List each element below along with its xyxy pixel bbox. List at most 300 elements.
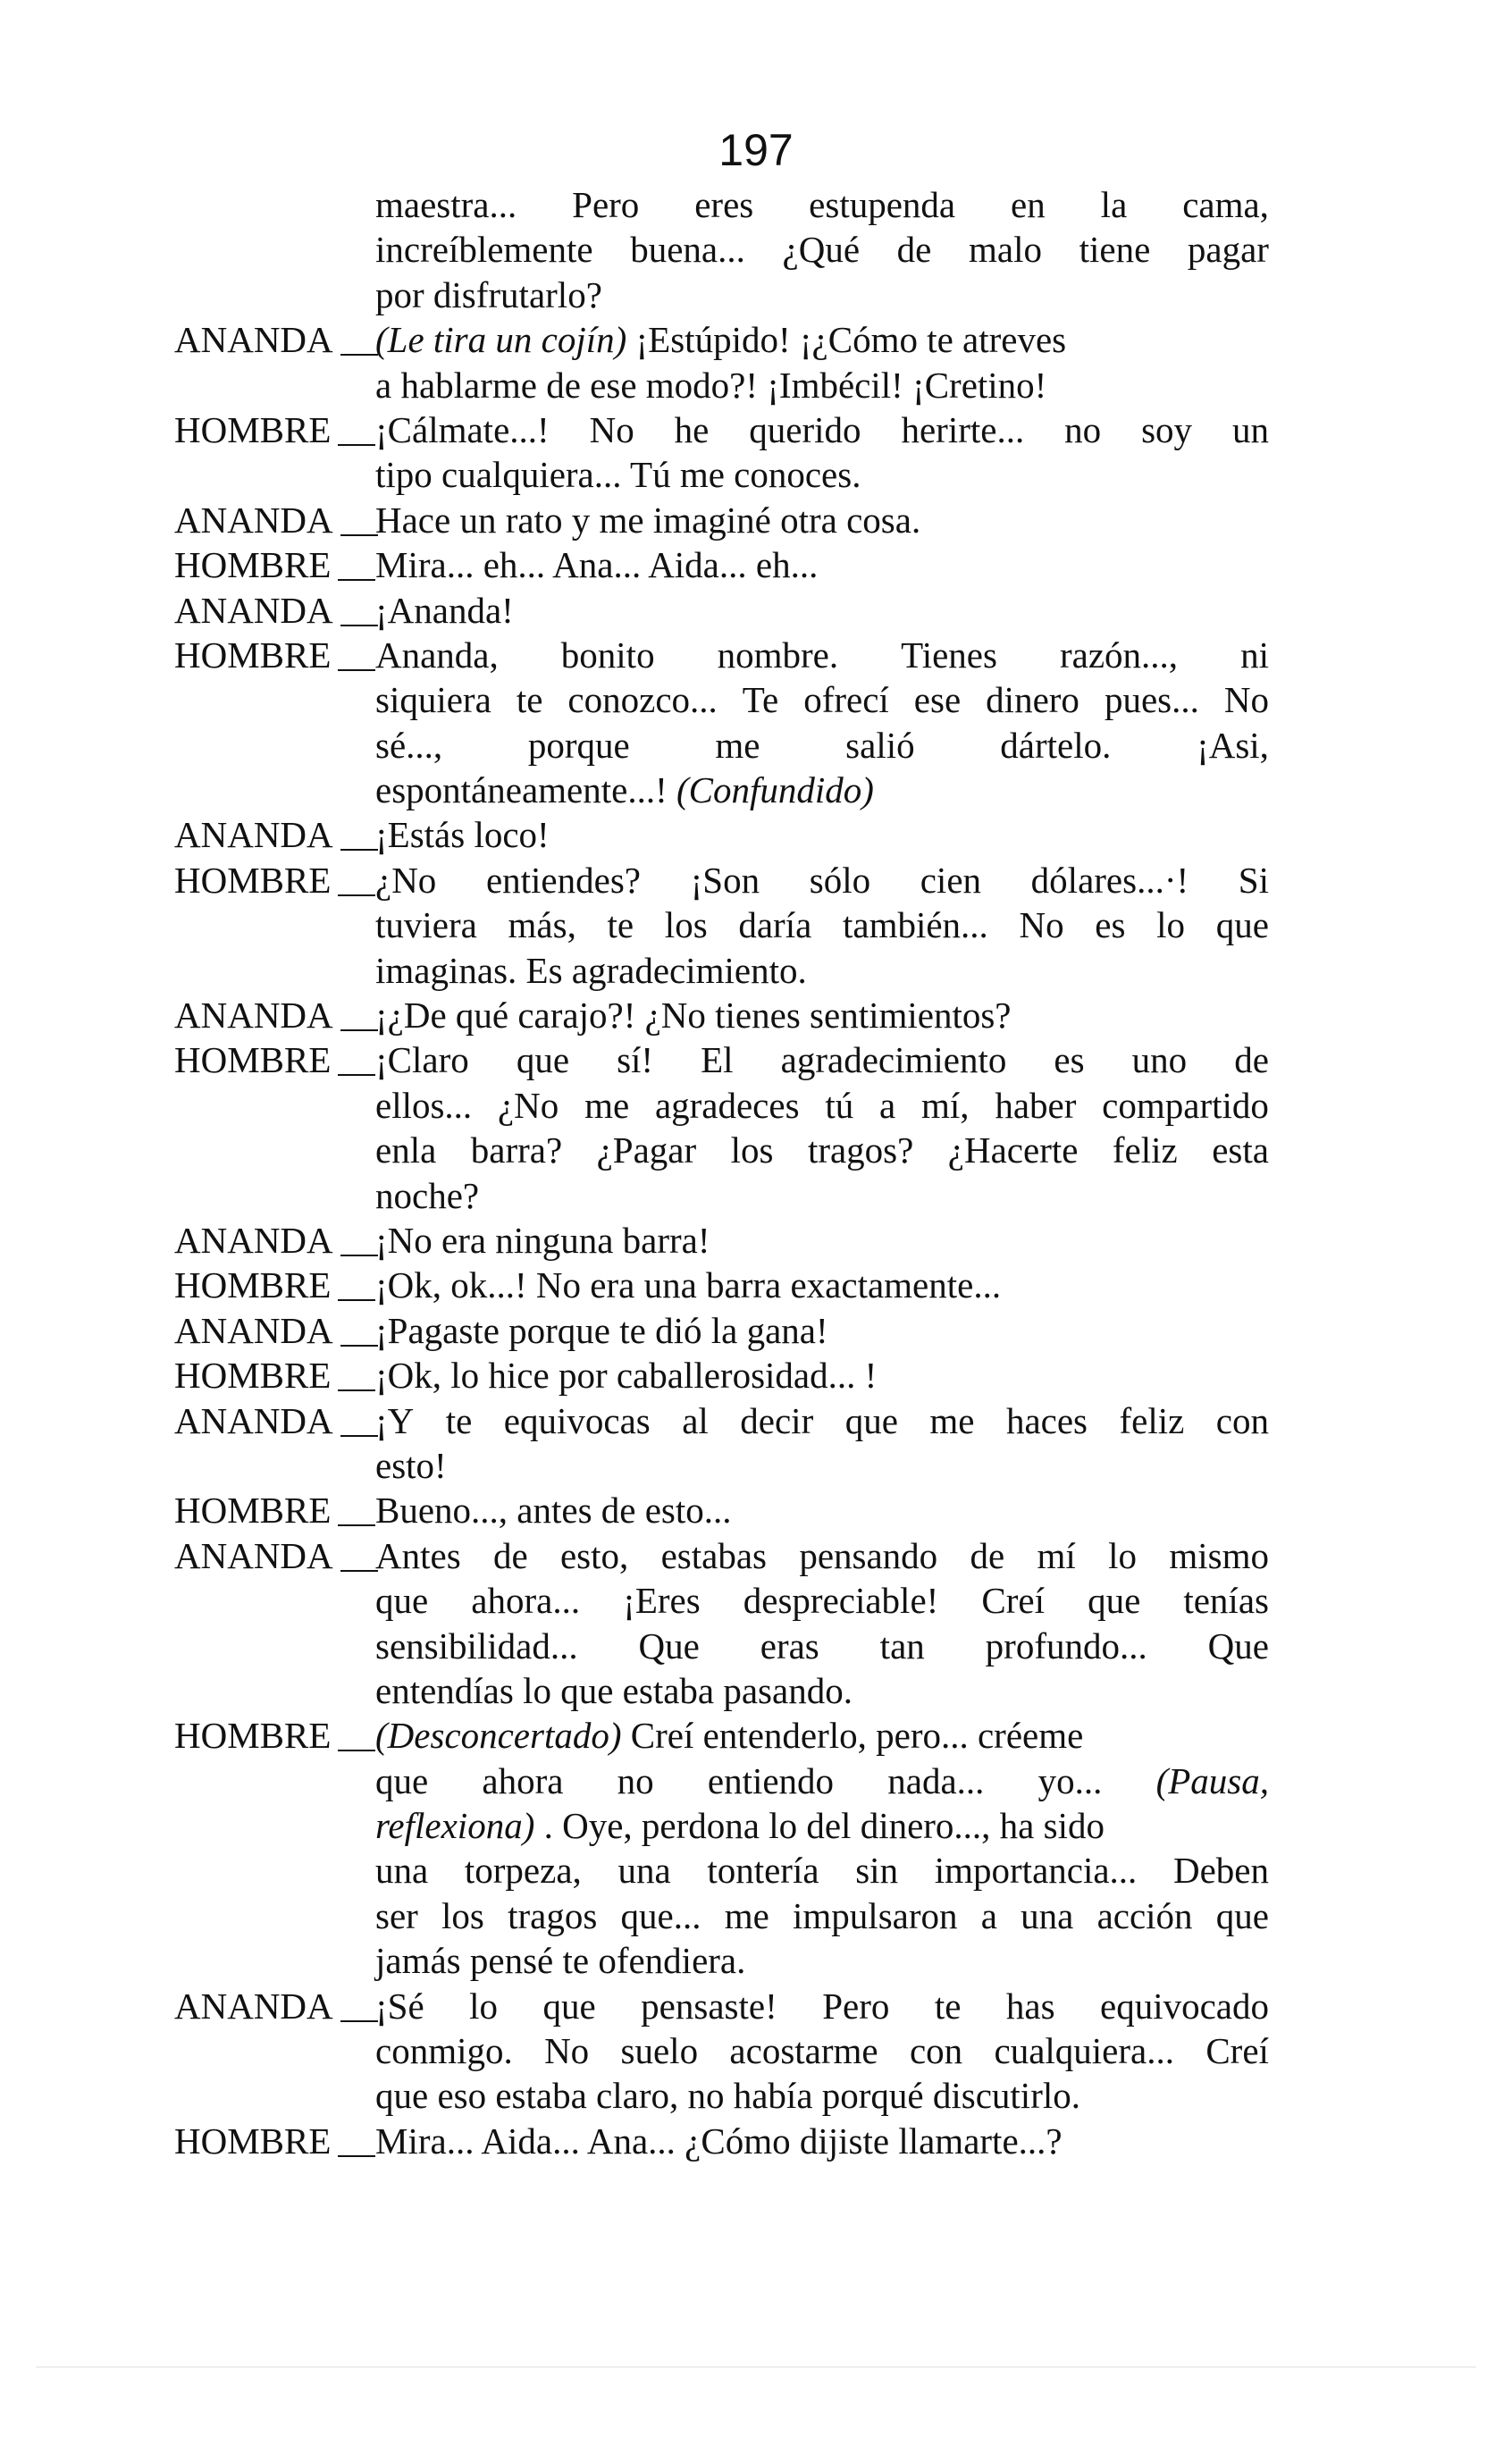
speaker-rule <box>340 534 378 536</box>
script-line <box>174 363 1269 407</box>
word: No <box>544 2030 590 2072</box>
script-line <box>174 902 1269 947</box>
speaker-rule <box>338 1389 375 1391</box>
script-line <box>174 2119 1269 2163</box>
dialogue-segment: Bueno..., antes de esto... <box>375 1490 732 1532</box>
dialogue-text <box>375 1624 1269 1668</box>
speaker-label: HOMBRE <box>174 544 332 586</box>
word: sí! <box>617 1039 654 1081</box>
word: dólares...·! <box>1030 859 1189 901</box>
dialogue-text <box>375 407 1269 452</box>
word: de <box>896 229 932 271</box>
word: cien <box>920 859 982 901</box>
word: tiene <box>1079 229 1151 271</box>
word: acción <box>1096 1894 1193 1936</box>
dialogue-text <box>375 993 1269 1037</box>
word: querido <box>749 408 861 450</box>
word: compartido <box>1102 1084 1269 1126</box>
script-line <box>174 1263 1269 1307</box>
word: que <box>1215 1894 1269 1936</box>
speaker-rule <box>338 894 375 896</box>
word: No <box>1019 904 1064 946</box>
word: agradeces <box>654 1084 800 1126</box>
word: Creí <box>981 1580 1045 1622</box>
speaker-name <box>174 1218 378 1263</box>
word: pensaste! <box>641 1985 777 2027</box>
dialogue-text <box>375 1398 1269 1443</box>
word: ¿No <box>375 859 437 901</box>
word: a <box>879 1084 896 1126</box>
script-line <box>174 1624 1269 1668</box>
dialogue-text <box>375 498 1269 542</box>
speaker-name <box>174 1263 375 1307</box>
word: me <box>724 1894 769 1936</box>
word: Que <box>1207 1624 1269 1666</box>
speaker-label: HOMBRE <box>174 634 332 676</box>
speaker-label: ANANDA <box>174 1985 333 2027</box>
word: equivocado <box>1100 1985 1269 2027</box>
speaker-label: HOMBRE <box>174 859 332 901</box>
speaker-rule <box>340 354 378 356</box>
word: soy <box>1141 408 1193 450</box>
speaker-rule <box>338 2155 375 2157</box>
dialogue-text <box>375 1938 1269 1983</box>
speaker-label: ANANDA <box>174 1534 333 1576</box>
speaker-name <box>174 1398 378 1443</box>
word: ¡Y <box>375 1399 415 1441</box>
word: haber <box>995 1084 1077 1126</box>
script-line <box>174 768 1269 812</box>
dialogue-text <box>375 1173 1269 1218</box>
word: daría <box>738 904 812 946</box>
speaker-rule <box>338 1074 375 1076</box>
word: buena... <box>630 229 745 271</box>
script-line <box>174 1533 1269 1578</box>
speaker-name <box>174 1353 375 1398</box>
word: con <box>909 2030 963 2072</box>
speaker-label: HOMBRE <box>174 2120 332 2162</box>
word: dinero <box>986 679 1079 721</box>
word: que <box>542 1985 596 2027</box>
word: ¡Son <box>690 859 760 901</box>
word: (Pausa, <box>1155 1759 1269 1801</box>
word: que <box>375 1580 429 1622</box>
word: te <box>516 679 543 721</box>
stage-direction: (Desconcertado) <box>375 1715 622 1757</box>
dialogue-text <box>375 858 1269 902</box>
script-line <box>174 948 1269 993</box>
word: Deben <box>1172 1850 1269 1892</box>
word: que <box>1088 1580 1141 1622</box>
script-line <box>174 1984 1269 2028</box>
word: torpeza, <box>464 1850 582 1892</box>
speaker-name <box>174 588 378 633</box>
dialogue-text <box>375 1308 1269 1353</box>
word: una <box>617 1850 671 1892</box>
word: sin <box>855 1850 899 1892</box>
word: malo <box>968 229 1042 271</box>
stage-direction: (Confundido) <box>676 769 874 811</box>
script-line <box>174 498 1269 542</box>
dialogue-text <box>375 633 1269 677</box>
word: Pero <box>822 1985 890 2027</box>
speaker-rule <box>340 1435 378 1437</box>
word: con <box>1215 1399 1269 1441</box>
word: nombre. <box>717 634 839 676</box>
speaker-label: HOMBRE <box>174 1490 332 1532</box>
dialogue-text <box>375 677 1269 722</box>
word: tenías <box>1183 1580 1269 1622</box>
word: en <box>1011 184 1046 225</box>
dialogue-text <box>375 1984 1269 2028</box>
speaker-name <box>174 633 375 677</box>
script-line <box>174 2073 1269 2118</box>
word: Creí <box>1205 2030 1269 2072</box>
dialogue-segment: por disfrutarlo? <box>375 273 602 315</box>
speaker-name <box>174 993 378 1037</box>
speaker-label: ANANDA <box>174 589 333 631</box>
word: ¿Qué <box>782 229 861 271</box>
stage-direction: (Le tira un cojín) <box>375 319 627 361</box>
speaker-name <box>174 498 378 542</box>
speaker-name <box>174 407 375 452</box>
word: increíblemente <box>375 229 593 271</box>
word: ¡Asi, <box>1197 724 1269 766</box>
word: más, <box>508 904 576 946</box>
word: de <box>970 1534 1005 1576</box>
word: lo <box>1156 904 1186 946</box>
dialogue-segment: ¡Estás loco! <box>375 814 550 856</box>
word: entiendes? <box>485 859 641 901</box>
word: razón..., <box>1059 634 1179 676</box>
word: tuviera <box>375 904 477 946</box>
script-line <box>174 452 1269 497</box>
dialogue-text <box>375 363 1269 407</box>
speaker-label: ANANDA <box>174 319 333 361</box>
word: nada... <box>887 1759 985 1801</box>
dialogue-segment: tipo cualquiera... Tú me conoces. <box>375 454 861 496</box>
word: eres <box>694 184 754 225</box>
dialogue-segment: a hablarme de ese modo?! ¡Imbécil! ¡Cretino! <box>375 364 1047 406</box>
word: los <box>730 1129 774 1171</box>
word: que... <box>620 1894 701 1936</box>
word: mí, <box>921 1084 970 1126</box>
page-number: 197 <box>718 125 794 175</box>
script-line <box>174 1938 1269 1983</box>
script-line <box>174 1488 1269 1532</box>
dialogue-segment: Hace un rato y me imaginé otra cosa. <box>375 499 921 541</box>
script-line <box>174 1668 1269 1713</box>
dialogue-text <box>375 1803 1269 1848</box>
script-line <box>174 812 1269 857</box>
word: no <box>1064 408 1102 450</box>
word: ¡Cálmate...! <box>375 408 550 450</box>
speaker-rule <box>340 1345 378 1347</box>
script-line <box>174 993 1269 1037</box>
dialogue-segment: ¡Pagaste porque te dió la gana! <box>375 1309 828 1351</box>
script-line <box>174 1848 1269 1893</box>
word: conozco... <box>567 679 718 721</box>
word: que <box>375 1759 429 1801</box>
word: mismo <box>1169 1534 1269 1576</box>
word: ¡Sé <box>375 1985 424 2027</box>
dialogue-text <box>375 1759 1269 1803</box>
dialogue-text <box>375 182 1269 227</box>
dialogue-segment: . Oye, perdona lo del dinero..., ha sido <box>534 1805 1105 1847</box>
word: Antes <box>375 1534 461 1576</box>
word: sólo <box>809 859 871 901</box>
word: eras <box>760 1624 819 1666</box>
word: siquiera <box>375 679 491 721</box>
dialogue-text <box>375 723 1269 768</box>
dialogue-text <box>375 227 1269 272</box>
dialogue-segment: ¡No era ninguna barra! <box>375 1219 710 1261</box>
speaker-name <box>174 1713 375 1758</box>
speaker-rule <box>338 1524 375 1526</box>
dialogue-segment: noche? <box>375 1174 480 1216</box>
word: ¿Pagar <box>596 1129 697 1171</box>
word: decir <box>740 1399 814 1441</box>
dialogue-text <box>375 2119 1269 2163</box>
script-line <box>174 1218 1269 1263</box>
script-line <box>174 1173 1269 1218</box>
word: que <box>1215 904 1269 946</box>
dialogue-text <box>375 1578 1269 1623</box>
word: suelo <box>620 2030 699 2072</box>
dialogue-segment: esto! <box>375 1444 447 1486</box>
script-line <box>174 1803 1269 1848</box>
word: ni <box>1240 634 1269 676</box>
script-line <box>174 1713 1269 1758</box>
dialogue-text <box>375 812 1269 857</box>
dialogue-segment: Mira... eh... Ana... Aida... eh... <box>375 544 819 586</box>
word: maestra... <box>375 184 517 225</box>
word: conmigo. <box>375 2030 513 2072</box>
script-line <box>174 227 1269 272</box>
word: me <box>929 1399 975 1441</box>
word: tan <box>879 1624 925 1666</box>
dialogue-text <box>375 1893 1269 1938</box>
speaker-name <box>174 317 378 362</box>
dialogue-text <box>375 2028 1269 2073</box>
dialogue-text <box>375 1083 1269 1128</box>
speaker-rule <box>340 2020 378 2022</box>
speaker-name <box>174 1308 378 1353</box>
dialogue-text <box>375 1488 1269 1532</box>
word: tontería <box>707 1850 819 1892</box>
word: ¿Hacerte <box>947 1129 1079 1171</box>
word: tú <box>825 1084 854 1126</box>
word: feliz <box>1112 1129 1178 1171</box>
speaker-rule <box>340 1029 378 1031</box>
speaker-label: ANANDA <box>174 995 333 1037</box>
speaker-label: ANANDA <box>174 1399 333 1441</box>
script-line <box>174 858 1269 902</box>
word: de <box>492 1534 528 1576</box>
speaker-label: HOMBRE <box>174 1264 332 1306</box>
script-line <box>174 1759 1269 1803</box>
dialogue-segment: Creí entenderlo, pero... créeme <box>621 1715 1084 1757</box>
speaker-rule <box>340 1255 378 1256</box>
word: profundo... <box>985 1624 1147 1666</box>
word: una <box>1021 1894 1074 1936</box>
speaker-name <box>174 1533 378 1578</box>
word: no <box>617 1759 654 1801</box>
word: uno <box>1131 1039 1188 1081</box>
word: Tienes <box>901 634 997 676</box>
word: bonito <box>560 634 655 676</box>
word: lo <box>1108 1534 1138 1576</box>
word: Te <box>742 679 779 721</box>
script-line <box>174 182 1269 227</box>
dialogue-text <box>375 542 1269 587</box>
dialogue-text <box>375 1668 1269 1713</box>
word: Ananda, <box>375 634 499 676</box>
word: acostarme <box>729 2030 878 2072</box>
word: porque <box>527 724 630 766</box>
word: yo... <box>1037 1759 1103 1801</box>
dialogue-text <box>375 948 1269 993</box>
speaker-label: HOMBRE <box>174 1715 332 1757</box>
speaker-name <box>174 542 375 587</box>
word: dártelo. <box>1000 724 1112 766</box>
dialogue-text <box>375 1443 1269 1488</box>
word: te <box>445 1399 473 1441</box>
word: importancia... <box>934 1850 1138 1892</box>
word: a <box>980 1894 997 1936</box>
word: al <box>682 1399 709 1441</box>
speaker-label: HOMBRE <box>174 408 332 450</box>
dialogue-segment: ¡Estúpido! ¡¿Cómo te atreves <box>626 319 1067 361</box>
script-line <box>174 1893 1269 1938</box>
word: que <box>516 1039 570 1081</box>
script-line <box>174 1308 1269 1353</box>
word: lo <box>469 1985 499 2027</box>
script-line <box>174 273 1269 317</box>
script-line <box>174 588 1269 633</box>
word: he <box>674 408 710 450</box>
word: ese <box>913 679 962 721</box>
dialogue-text <box>375 1128 1269 1172</box>
word: salió <box>845 724 915 766</box>
script-line <box>174 1037 1269 1082</box>
script-line <box>174 1443 1269 1488</box>
dialogue-segment: Mira... Aida... Ana... ¿Cómo dijiste llamarte...? <box>375 2120 1063 2162</box>
dialogue-text <box>375 1533 1269 1578</box>
speaker-rule <box>338 669 375 671</box>
word: me <box>715 724 760 766</box>
word: estabas <box>660 1534 767 1576</box>
speaker-name <box>174 1984 378 2028</box>
word: No <box>1223 679 1269 721</box>
dialogue-segment: entendías lo que estaba pasando. <box>375 1669 853 1711</box>
word: ellos... <box>375 1084 473 1126</box>
script-line <box>174 1398 1269 1443</box>
dialogue-text <box>375 588 1269 633</box>
word: esto, <box>559 1534 629 1576</box>
word: despreciable! <box>743 1580 939 1622</box>
word: ahora... <box>471 1580 581 1622</box>
script-line <box>174 677 1269 722</box>
speaker-rule <box>340 1570 378 1572</box>
dialogue-segment: imaginas. Es agradecimiento. <box>375 949 807 991</box>
word: es <box>1095 904 1126 946</box>
speaker-rule <box>338 1750 375 1751</box>
word: también... <box>842 904 988 946</box>
dialogue-segment: ¡Ok, ok...! No era una barra exactamente... <box>375 1264 1002 1306</box>
word: los <box>664 904 708 946</box>
word: herirte... <box>901 408 1025 450</box>
word: sensibilidad... <box>375 1624 578 1666</box>
word: tragos? <box>807 1129 914 1171</box>
word: Que <box>638 1624 700 1666</box>
speaker-name <box>174 1488 375 1532</box>
word: cama, <box>1182 184 1269 225</box>
word: sé..., <box>375 724 443 766</box>
speaker-rule <box>338 444 375 446</box>
word: Pero <box>572 184 640 225</box>
word: de <box>1234 1039 1269 1081</box>
word: ahora <box>482 1759 564 1801</box>
speaker-label: ANANDA <box>174 1219 333 1261</box>
dialogue-segment: ¡Ananda! <box>375 589 514 631</box>
speaker-name <box>174 858 375 902</box>
dialogue-segment: espontáneamente...! <box>375 769 676 811</box>
speaker-name <box>174 1037 375 1082</box>
dialogue-segment: ¡Ok, lo hice por caballerosidad... ! <box>375 1355 878 1397</box>
script-line <box>174 317 1269 362</box>
speaker-label: HOMBRE <box>174 1355 332 1397</box>
word: la <box>1100 184 1128 225</box>
word: barra? <box>470 1129 563 1171</box>
speaker-rule <box>338 1299 375 1301</box>
speaker-label: HOMBRE <box>174 1039 332 1081</box>
script-line <box>174 1578 1269 1623</box>
word: estupenda <box>809 184 956 225</box>
word: ser <box>375 1894 418 1936</box>
script-line <box>174 1353 1269 1398</box>
dialogue-text <box>375 2073 1269 2118</box>
word: es <box>1054 1039 1085 1081</box>
dialogue-text <box>375 1263 1269 1307</box>
word: pues... <box>1104 679 1199 721</box>
script-line <box>174 1128 1269 1172</box>
dialogue-text <box>375 1848 1269 1893</box>
word: te <box>934 1985 962 2027</box>
word: ¡Eres <box>623 1580 701 1622</box>
script-body <box>174 182 1269 2163</box>
word: pagar <box>1187 229 1269 271</box>
speaker-name <box>174 812 378 857</box>
speaker-rule <box>340 849 378 851</box>
speaker-label: ANANDA <box>174 499 333 541</box>
speaker-rule <box>338 579 375 581</box>
word: un <box>1232 408 1269 450</box>
word: Si <box>1238 859 1269 901</box>
script-line <box>174 723 1269 768</box>
word: feliz <box>1119 1399 1185 1441</box>
word: te <box>607 904 634 946</box>
dialogue-text <box>375 768 1269 812</box>
word: ofrecí <box>803 679 889 721</box>
script-line <box>174 542 1269 587</box>
word: una <box>375 1850 429 1892</box>
dialogue-text <box>375 273 1269 317</box>
word: esta <box>1212 1129 1269 1171</box>
stage-direction: reflexiona) <box>375 1805 535 1847</box>
dialogue-text <box>375 452 1269 497</box>
speaker-label: ANANDA <box>174 814 333 856</box>
